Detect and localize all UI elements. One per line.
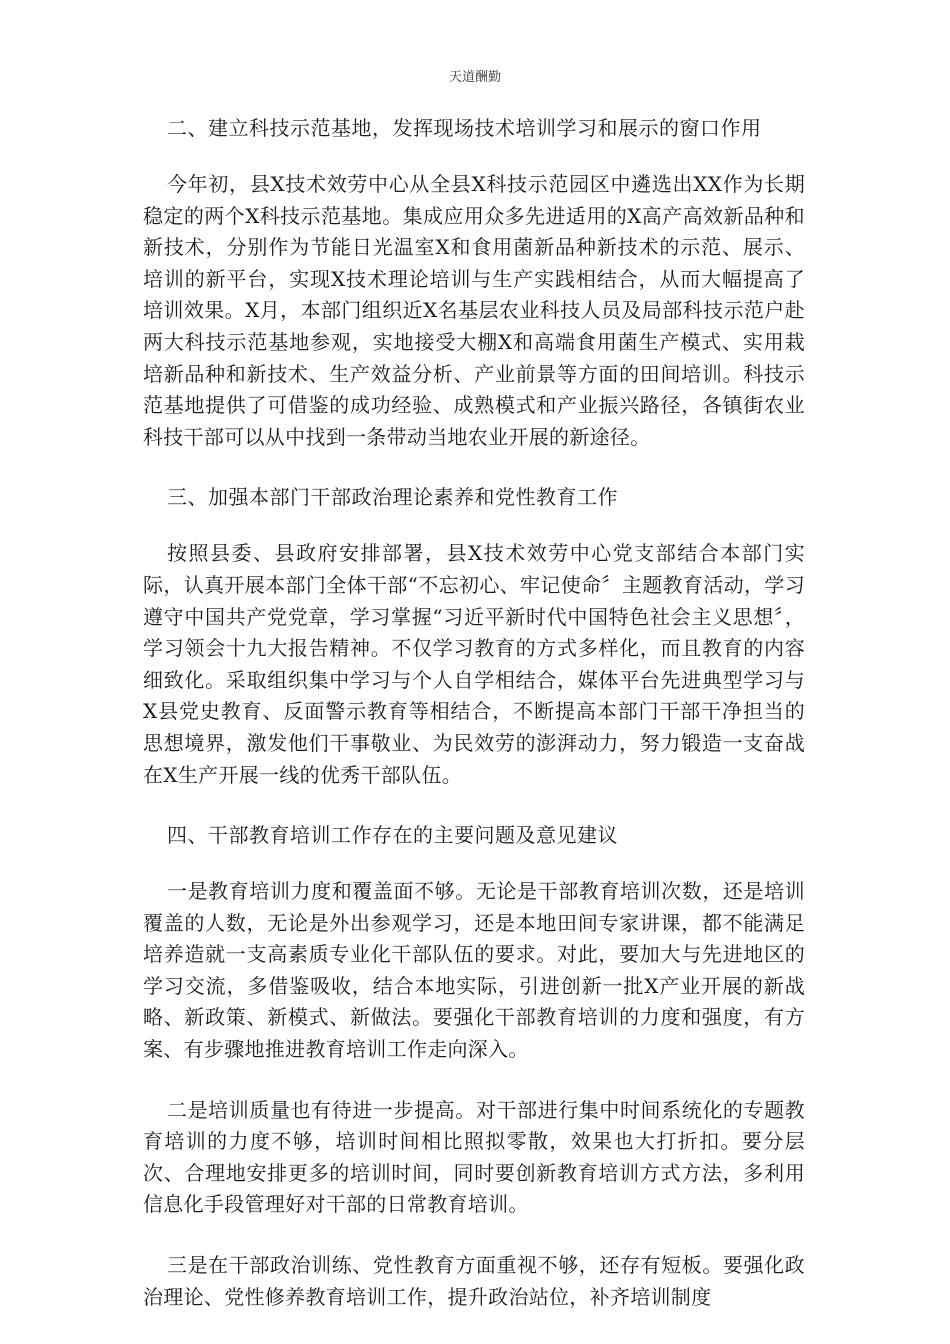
paragraph: 一是教育培训力度和覆盖面不够。无论是干部教育培训次数，还是培训覆盖的人数，无论是外出参观学习，还是本地田间专家讲课，都不能满足培养造就一支高素质专业化干部队伍的要求。对此，要加大与先进地区的学习交流，多借鉴吸收，结合本地实际，引进创新一批X产业开展的新战略、新政策、新模式、新做法。要强化干部教育培训的力度和强度，有方案、有步骤地推进教育培训工作走向深入。 <box>143 879 805 1062</box>
section-heading-4: 四、干部教育培训工作存在的主要问题及意见建议 <box>167 823 618 848</box>
paragraph: 按照县委、县政府安排部署，县X技术效劳中心党支部结合本部门实际，认真开展本部门全体干部“不忘初心、牢记使命〞主题教育活动，学习遵守中国共产党党章，学习掌握“习近平新时代中国特色社会主义思想〞，学习领会十九大报告精神。不仅学习教育的方式多样化，而且教育的内容细致化。采取组织集中学习与个人自学相结合，媒体平台先进典型学习与X县党史教育、反面警示教育等相结合，不断提高本部门干部干净担当的思想境界，激发他们干事敬业、为民效劳的澎湃动力，努力锻造一支奋战在X生产开展一线的优秀干部队伍。 <box>143 541 805 787</box>
section-heading-2: 二、建立科技示范基地，发挥现场技术培训学习和展示的窗口作用 <box>167 116 762 140</box>
paragraph: 三是在干部政治训练、党性教育方面重视不够，还存有短板。要强化政治理论、党性修养教育培训工作，提升政治站位，补齐培训制度 <box>143 1253 805 1309</box>
document-body <box>143 113 805 1342</box>
page-header: 天道酬勤 <box>448 70 501 85</box>
paragraph: 二是培训质量也有待进一步提高。对干部进行集中时间系统化的专题教育培训的力度不够，培训时间相比照拟零散，效果也大打折扣。要分层次、合理地安排更多的培训时间，同时要创新教育培训方式方法，多利用信息化手段管理好对干部的日常教育培训。 <box>143 1097 805 1217</box>
paragraph: 今年初，县X技术效劳中心从全县X科技示范园区中遴选出XX作为长期稳定的两个X科技示范基地。集成应用众多先进适用的X高产高效新品种和新技术，分别作为节能日光温室X和食用菌新品种新技术的示范、展示、培训的新平台，实现X技术理论培训与生产实践相结合，从而大幅提高了培训效果。X月，本部门组织近X名基层农业科技人员及局部科技示范户赴两大科技示范基地参观，实地接受大棚X和高端食用菌生产模式、实用栽培新品种和新技术、生产效益分析、产业前景等方面的田间培训。科技示范基地提供了可借鉴的成功经验、成熟模式和产业振兴路径，各镇街农业科技干部可以从中找到一条带动当地农业开展的新途径。 <box>143 172 805 449</box>
section-heading-3: 三、加强本部门干部政治理论素养和党性教育工作 <box>167 485 618 510</box>
